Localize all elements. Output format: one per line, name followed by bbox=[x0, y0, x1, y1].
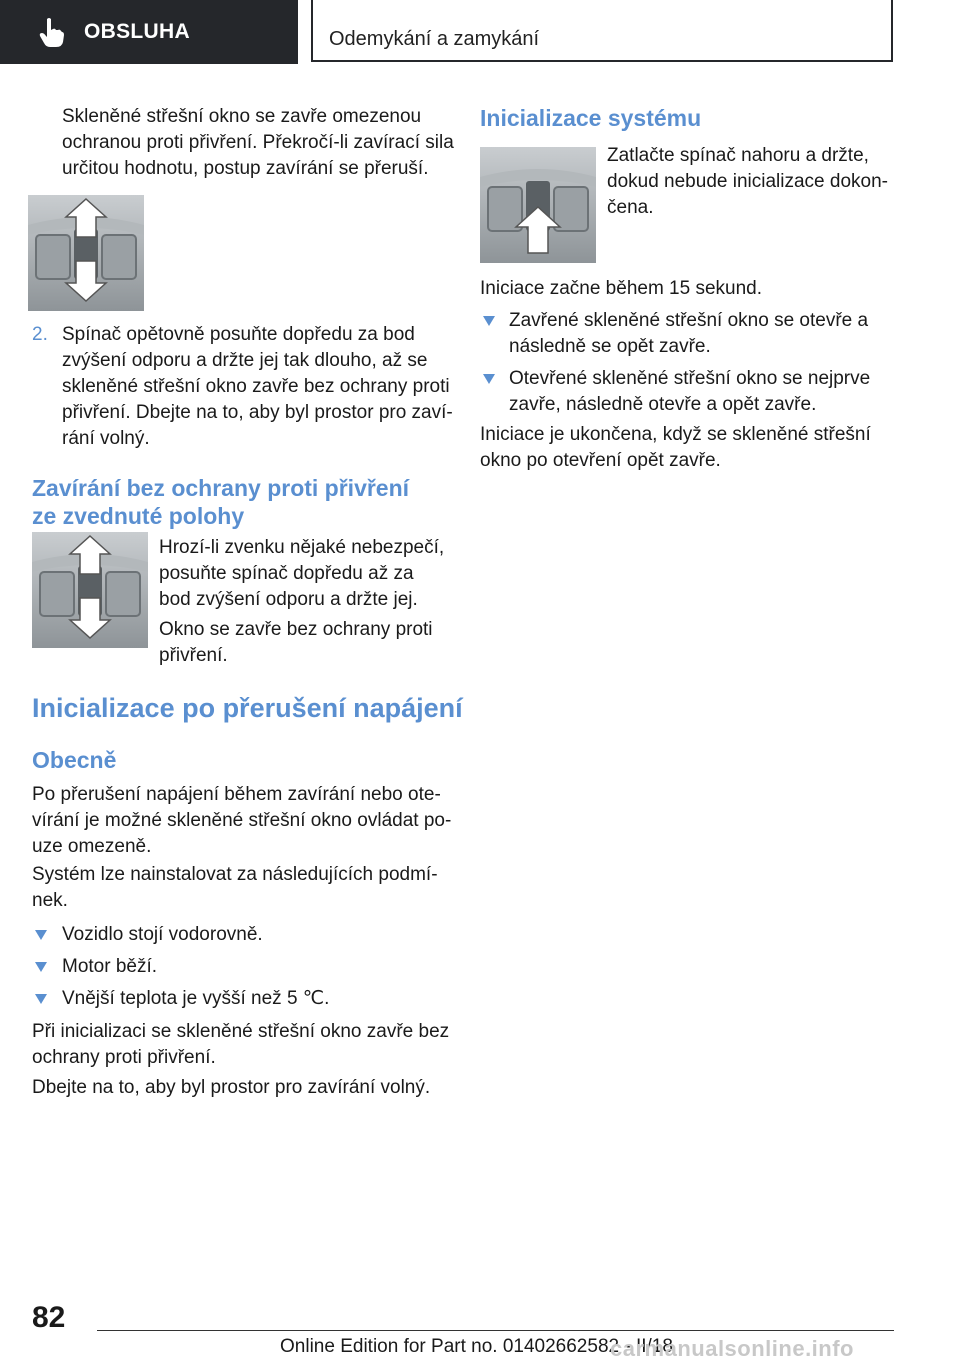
general-paragraph-3: Při inicializaci se skleněné střešní okno zavře bez ochrany proti přivření. bbox=[32, 1021, 450, 1068]
heading-general: Obecně bbox=[32, 747, 117, 773]
start-paragraph: Iniciace začne během 15 sekund. bbox=[480, 278, 763, 299]
step2-paragraph: Spínač opětovně posuňte dopředu za bod zvýšení odporu a držte jej tak dlouho, až se skleněné střešní okno zavře bez ochrany proti přivření. Dbejte na to, aby byl prostor pro zaví‐ rání volný. bbox=[62, 324, 453, 449]
roof-switch-illustration bbox=[480, 147, 596, 263]
watermark: carmanualsonline.info bbox=[610, 1336, 854, 1361]
bullet-triangle-icon bbox=[483, 316, 495, 326]
condition-item: Motor běží. bbox=[62, 956, 158, 977]
condition-item: Vozidlo stojí vodorovně. bbox=[62, 924, 263, 945]
roof-switch-illustration bbox=[32, 532, 148, 648]
result-item: Zavřené skleněné střešní okno se otevře a následně se opět zavře. bbox=[509, 310, 869, 357]
general-paragraph-1: Po přerušení napájení během zavírání nebo ote‐ vírání je možné skleněné střešní okno ovládat po‐ uze omezeně. bbox=[32, 784, 452, 857]
section-header bbox=[311, 0, 893, 62]
end-paragraph: Iniciace je ukončena, když se skleněné střešní okno po otevření opět zavře. bbox=[480, 424, 871, 471]
closing-paragraph-2: Okno se zavře bez ochrany proti přivření. bbox=[159, 619, 433, 666]
roof-switch-illustration bbox=[28, 195, 144, 311]
page-number: 82 bbox=[32, 1301, 66, 1334]
closing-paragraph-1: Hrozí-li zvenku nějaké nebezpečí, posuňte spínač dopředu až za bod zvýšení odporu a držte jej. bbox=[159, 537, 445, 610]
general-paragraph-2: Systém lze nainstalovat za následujících podmí‐ nek. bbox=[32, 864, 438, 911]
heading-system: Inicializace systému bbox=[480, 105, 702, 131]
bullet-triangle-icon bbox=[35, 930, 47, 940]
tab-label: OBSLUHA bbox=[84, 20, 190, 43]
general-paragraph-4: Dbejte na to, aby byl prostor pro zavírání volný. bbox=[32, 1077, 431, 1098]
heading-init: Inicializace po přerušení napájení bbox=[32, 693, 463, 723]
step-number: 2. bbox=[32, 324, 48, 345]
intro-paragraph: Skleněné střešní okno se zavře omezenou ochranou proti přivření. Překročí-li zavírací sila určitou hodnotu, postup zavírání se přeruší. bbox=[62, 106, 454, 179]
system-paragraph: Zatlačte spínač nahoru a držte, dokud nebude inicializace dokon‐ čena. bbox=[607, 145, 888, 218]
header-tab bbox=[0, 0, 298, 64]
condition-item: Vnější teplota je vyšší než 5 ℃. bbox=[62, 988, 330, 1009]
footer-divider bbox=[97, 1330, 894, 1331]
bullet-triangle-icon bbox=[35, 962, 47, 972]
bullet-triangle-icon bbox=[35, 994, 47, 1004]
footer-edition: Online Edition for Part no. 01402662582 - II/18 bbox=[280, 1336, 673, 1357]
section-title: Odemykání a zamykání bbox=[329, 28, 540, 50]
result-item: Otevřené skleněné střešní okno se nejprve zavře, následně otevře a opět zavře. bbox=[509, 368, 871, 415]
hand-pointer-icon bbox=[38, 17, 64, 47]
heading-closing: Zavírání bez ochrany proti přivření ze zvednuté polohy bbox=[32, 475, 410, 529]
bullet-triangle-icon bbox=[483, 374, 495, 384]
